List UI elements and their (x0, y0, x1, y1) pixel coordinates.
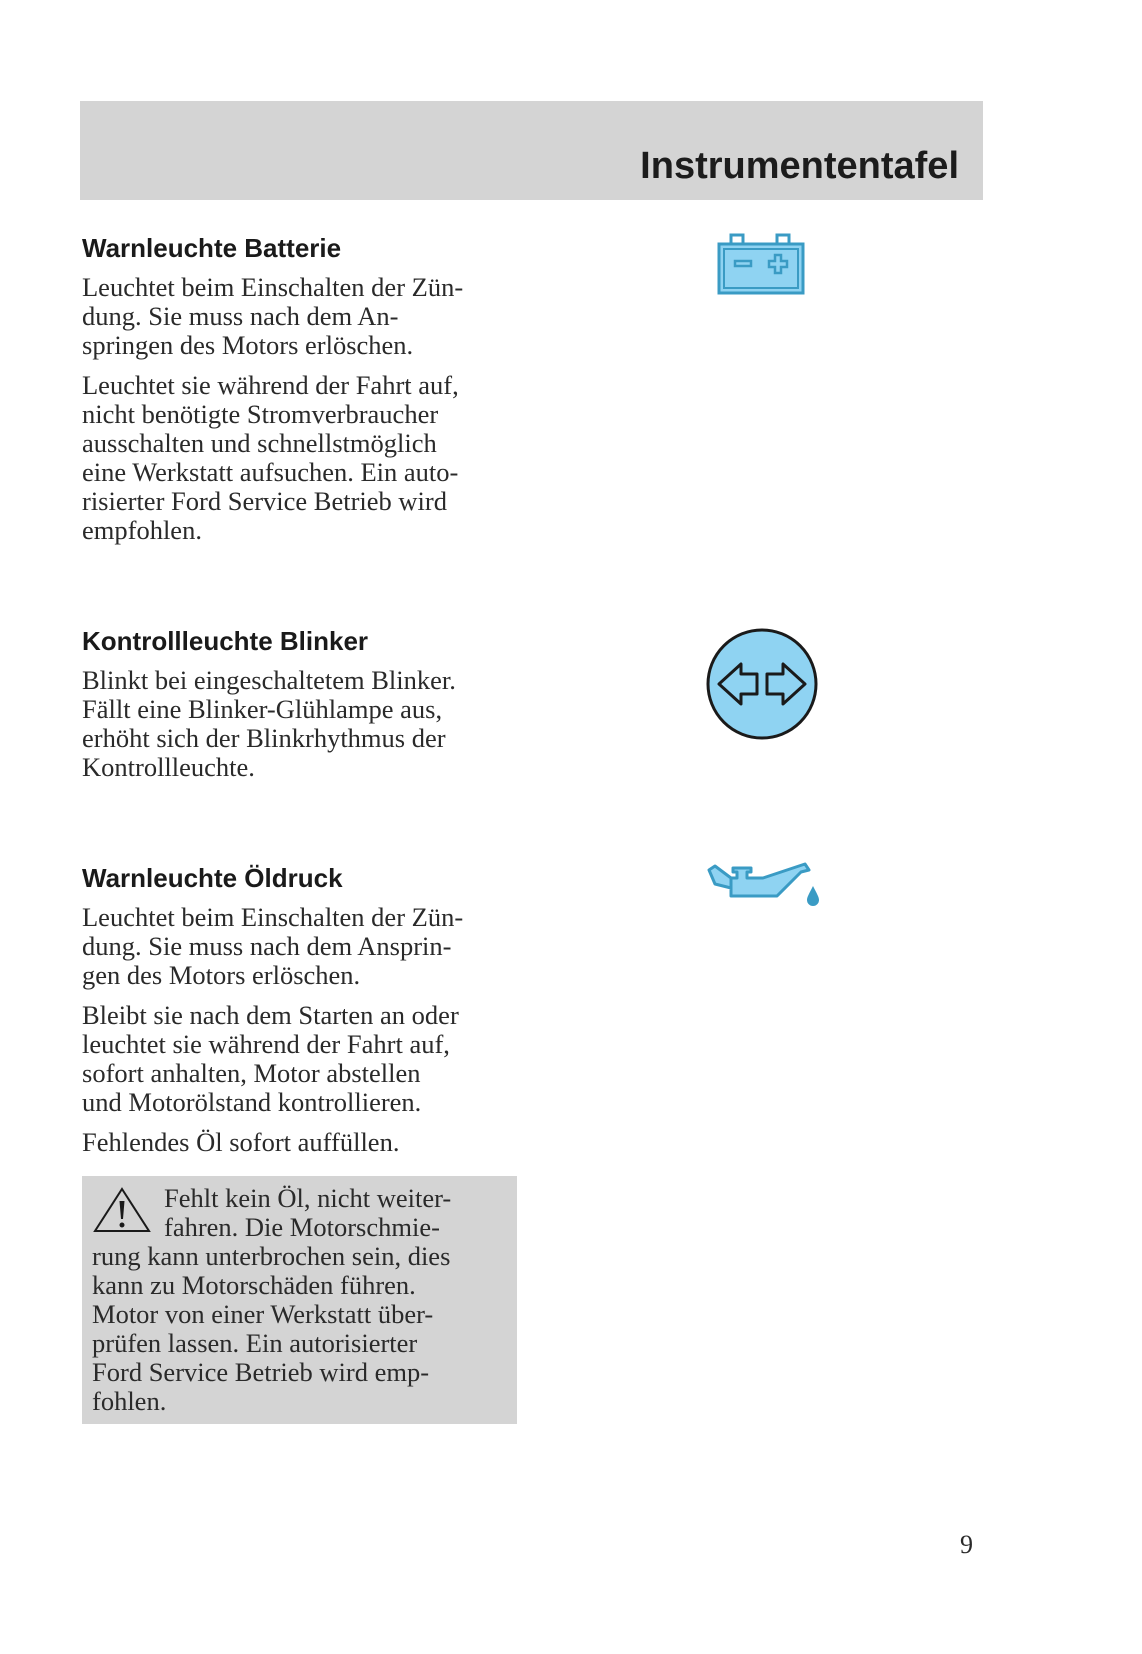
section-turn-signal (82, 627, 522, 793)
warning-text: Fehlt kein Öl, nicht weiter- fahren. Die Motorschmie- rung kann unterbrochen sein, dies kann zu Motorschäden führen. Motor von einer Werkstatt über- prüfen lassen. Ein autorisierter Ford Service Betrieb wird emp- fohlen. (92, 1183, 452, 1416)
section-title-turn-signal: Kontrollleuchte Blinker (82, 626, 369, 656)
paragraph: Leuchtet beim Einschalten der Zün- dung. Sie muss nach dem Ansprin- gen des Motors erlöschen. (82, 901, 464, 990)
header-bar (80, 101, 983, 200)
warning-box (82, 1176, 517, 1424)
paragraph: Blinkt bei eingeschaltetem Blinker. Fällt eine Blinker-Glühlampe aus, erhöht sich der Blinkrhythmus der Kontrollleuchte. (82, 664, 456, 782)
turn-signal-icon (705, 627, 819, 741)
paragraph: Bleibt sie nach dem Starten an oder leuchtet sie während der Fahrt auf, sofort anhalten, Motor abstellen und Motorölstand kontrollieren. (82, 999, 459, 1117)
paragraph: Leuchtet beim Einschalten der Zün- dung. Sie muss nach dem An- springen des Motors erlöschen. (82, 271, 464, 360)
page-number: 9 (960, 1530, 973, 1559)
paragraph: Fehlendes Öl sofort auffüllen. (82, 1126, 400, 1157)
section-title-battery: Warnleuchte Batterie (82, 233, 342, 263)
section-battery (82, 234, 522, 556)
page-title: Instrumententafel (640, 145, 959, 187)
section-title-oil-pressure: Warnleuchte Öldruck (82, 863, 343, 893)
battery-warning-icon (715, 233, 807, 297)
paragraph: Leuchtet sie während der Fahrt auf, nicht benötigte Stromverbraucher ausschalten und schnellstmöglich eine Werkstatt aufsuchen. Ein auto- risierter Ford Service Betrieb wird empfohlen. (82, 369, 459, 545)
section-oil-pressure (82, 864, 522, 1168)
oil-pressure-icon (705, 862, 821, 914)
